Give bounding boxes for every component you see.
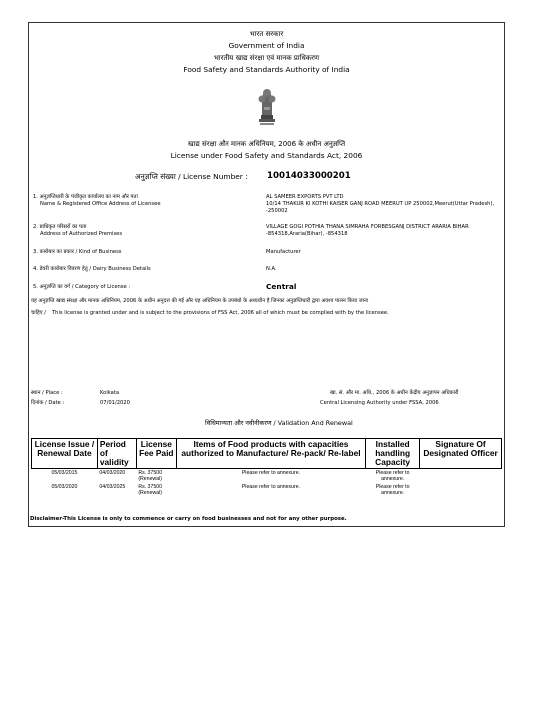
statement-hindi-end: चाहिए /	[31, 310, 47, 316]
validation-title: विधिमान्यता और नवीनीकरण / Validation And Renewal	[205, 419, 353, 427]
date-label: दिनांक / Date :	[31, 400, 65, 406]
field-3-value: Manufacturer	[266, 249, 301, 255]
header-hindi-govt: भारत सरकार	[249, 30, 284, 38]
column-header: Installed handling Capacity	[366, 439, 420, 469]
field-1-label-hi: 1. अनुज्ञप्तिधारी के पंजीकृत कार्यालय का नाम और पता	[33, 194, 138, 200]
disclaimer: Disclaimer-This License is only to commence or carry on food businesses and not for any other purpose.	[30, 516, 347, 522]
table-header-row	[32, 439, 502, 469]
field-1-label-en: Name & Registered Office Address of Licensee	[40, 201, 161, 207]
table-cell: Please refer to annexure.	[241, 484, 301, 490]
column-header: License Issue / Renewal Date	[32, 439, 98, 469]
column-header: License Fee Paid	[136, 439, 176, 469]
field-4-label: 4. डेयरी कारोबार विवरण हेतु / Dairy Business Details	[33, 266, 151, 272]
table-cell: Please refer to annexure.	[375, 470, 410, 482]
license-number-label: अनुज्ञप्ति संख्या / License Number :	[135, 172, 248, 181]
signatory-english: Central Licensing Authority under FSSA, 2006	[320, 400, 439, 406]
table-cell: 04/03/2025	[99, 484, 126, 490]
table-cell: Rs. 37500 (Renewal)	[138, 484, 162, 496]
table-row	[32, 469, 502, 484]
field-1-value: 10/14 THAKUR KI KOTHI KAISER GANJ ROAD MEERUT UP 250002,Meerut(Uttar Pradesh), -250002	[266, 201, 495, 214]
table-cell: Rs. 37500 (Renewal)	[138, 470, 162, 482]
field-2-value: VILLAGE GOGI POTHIA THANA SIMRAHA FORBESGANJ DISTRICT ARARIA BIHAR -854318,Araria(Bihar), -854318	[266, 224, 469, 237]
place-label: स्थान / Place :	[31, 390, 63, 396]
validation-table	[31, 438, 502, 497]
act-title: License under Food Safety and Standards Act, 2006	[170, 151, 363, 160]
license-number: 10014033000201	[267, 171, 351, 181]
field-3-label: 3. कारोबार का प्रकार / Kind of Business	[33, 249, 122, 255]
table-cell	[420, 469, 502, 484]
field-5-label: 5. अनुज्ञप्ति का वर्ग / Category of License :	[33, 284, 131, 290]
table-cell: Please refer to annexure.	[375, 484, 410, 496]
field-4-value: N.A.	[266, 266, 277, 272]
column-header: Items of Food products with capacities authorized to Manufacture/ Re-pack/ Re-label	[176, 439, 365, 469]
header-hindi-authority: भारतीय खाद्य संरक्षा एवं मानक प्राधिकरण	[213, 54, 320, 62]
column-header: Signature Of Designated Officer	[420, 439, 502, 469]
act-hindi: खाद्य संरक्षा और मानक अधिनियम, 2006 के अधीन अनुज्ञप्ति	[187, 140, 346, 148]
national-emblem-icon	[254, 85, 280, 127]
table-cell: 05/03/2020	[51, 484, 78, 490]
date-value: 07/01/2020	[100, 400, 130, 406]
table-row	[32, 483, 502, 497]
statement-english: This license is granted under and is subject to the provisions of FSS Act, 2006 all of which must be complied with by the licensee.	[52, 310, 389, 316]
field-2-label-hi: 2. प्राधिकृत परिसरों का पता	[33, 224, 87, 230]
header-govt: Government of India	[228, 41, 305, 50]
table-cell: Please refer to annexure.	[241, 470, 301, 476]
signatory-hindi: खा. सं. और मा. अधि., 2006 के अधीन केंद्रीय अनुज्ञापन अधिकारी	[330, 390, 459, 396]
field-2-label-en: Address of Authorized Premises	[40, 231, 123, 237]
table-cell: 04/03/2020	[99, 470, 126, 476]
statement-hindi: यह अनुज्ञप्ति खाद्य संरक्षा और मानक अधिनियम, 2006 के अधीन अनुदत्त की गई और यह अधिनियम के उपबंधो के अध्यधीन है जिनका अनुज्ञप्तिधारी द्वारा अवश्य पालन किया जाना	[31, 298, 369, 304]
field-1-value-title: AL SAMEER EXPORTS PVT LTD	[266, 194, 344, 200]
header-authority: Food Safety and Standards Authority of India	[183, 65, 350, 74]
table-cell: 05/03/2015	[51, 470, 78, 476]
place-value: Kolkata	[100, 390, 120, 396]
field-5-value: Central	[266, 282, 297, 291]
column-header: Period of validity	[97, 439, 136, 469]
table-cell	[420, 483, 502, 497]
